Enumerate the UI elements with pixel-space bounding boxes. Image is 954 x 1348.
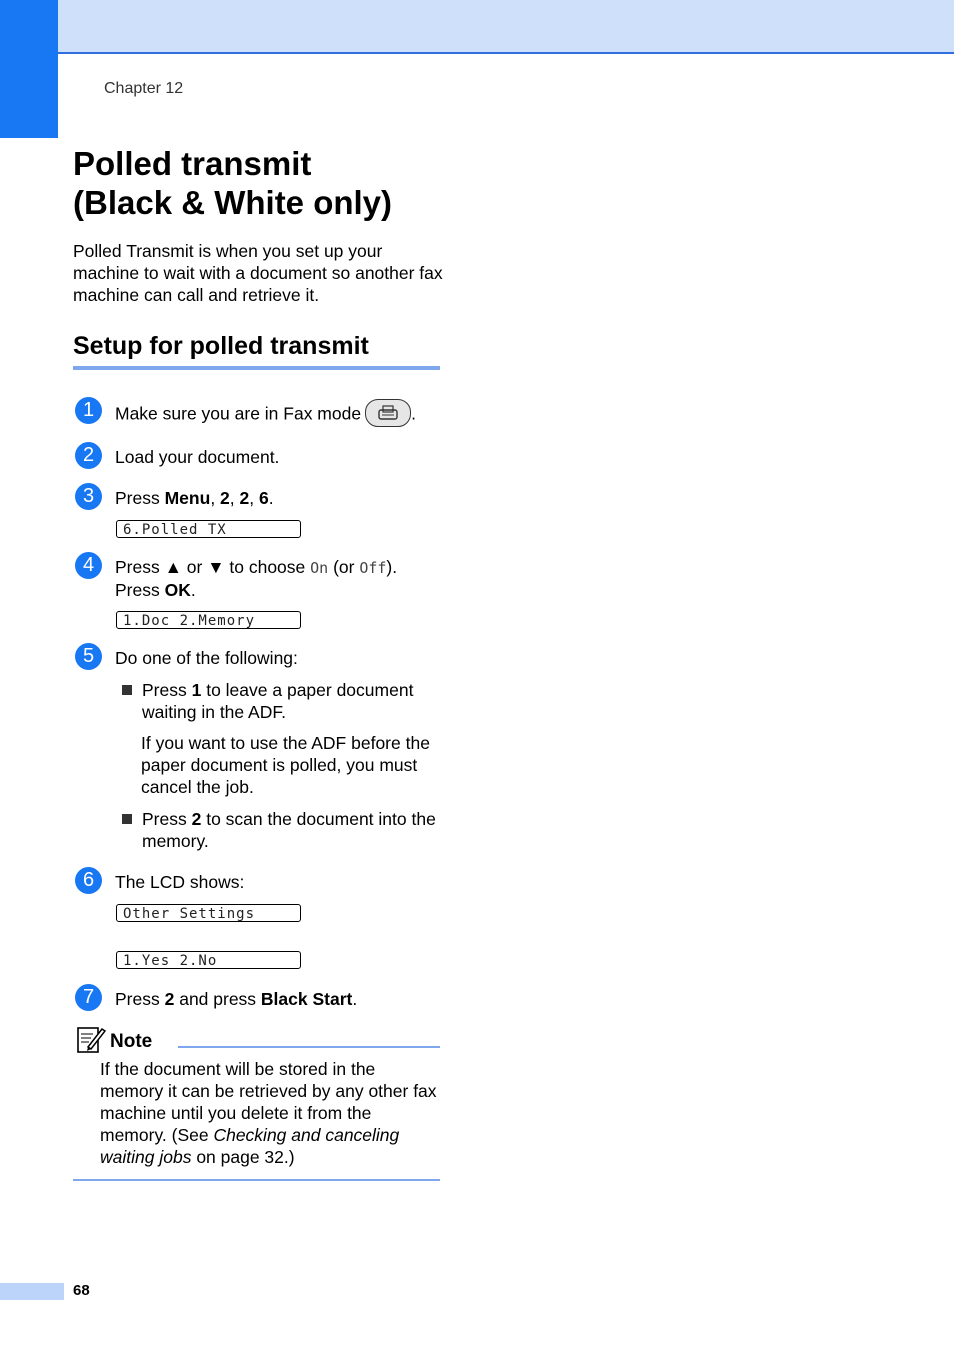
step-6-text: The LCD shows: [115, 872, 245, 892]
intro-paragraph: Polled Transmit is when you set up your machine to wait with a document so another fax machine can call and retrieve it. [73, 241, 443, 305]
step-1-text [115, 401, 445, 429]
key-2: 2 [164, 989, 175, 1009]
bullet-2-part: Press [142, 809, 192, 829]
step-4-part: (or [328, 557, 360, 577]
step-3-part: Press [115, 488, 165, 508]
note-text [100, 1058, 440, 1168]
page-title [73, 144, 392, 222]
step-4-end: . [190, 580, 196, 600]
lcd-display-yes-no: 1.Yes 2.No [116, 951, 301, 969]
note-label: Note [110, 1031, 153, 1052]
note-bottom-rule [73, 1179, 440, 1181]
menu-key: Menu [164, 488, 211, 508]
key-1: 1 [191, 680, 202, 700]
step-5-number: 5 [75, 643, 102, 670]
title-line-1: Polled transmit [73, 145, 312, 182]
section-title: Setup for polled transmit [73, 332, 369, 360]
fax-mode-button-icon [365, 399, 411, 427]
key-6: 6 [258, 488, 269, 508]
bullet-square-icon [122, 685, 132, 695]
step-7-number: 7 [75, 984, 102, 1011]
step-7-end: . [352, 989, 358, 1009]
step-3-number: 3 [75, 483, 102, 510]
lcd-display-other-settings: Other Settings [116, 904, 301, 922]
step-4-part: Press ▲ or ▼ to choose [115, 557, 311, 577]
key-2: 2 [191, 809, 202, 829]
step-3-sep: , [249, 488, 259, 508]
note-pencil-icon [76, 1025, 106, 1060]
step-7-part: Press [115, 989, 165, 1009]
bullet-2-part: to scan the document into the memory. [142, 809, 436, 851]
lcd-display-doc-memory: 1.Doc 2.Memory [116, 611, 301, 629]
note-reference: Checking and canceling waiting jobs [100, 1125, 400, 1167]
bullet-1-explanation: If you want to use the ADF before the paper document is polled, you must cancel the job. [141, 733, 430, 797]
step-3-end: . [268, 488, 274, 508]
page-number: 68 [73, 1282, 90, 1299]
step-4-part: Press [115, 580, 165, 600]
step-1-number: 1 [75, 397, 102, 424]
bullet-1-part: Press [142, 680, 192, 700]
step-2-number: 2 [75, 442, 102, 469]
bullet-square-icon [122, 814, 132, 824]
lcd-display-polled-tx: 6.Polled TX [116, 520, 301, 538]
bullet-2-text [142, 808, 442, 852]
black-start-key: Black Start [260, 989, 353, 1009]
option-off: Off [359, 559, 387, 577]
step-7-part: and press [174, 989, 261, 1009]
step-1-period: . [411, 403, 416, 424]
note-rule [178, 1046, 440, 1048]
step-4-number: 4 [75, 552, 102, 579]
step-3-text [115, 487, 445, 509]
section-rule [73, 366, 440, 370]
option-on: On [310, 559, 329, 577]
step-3-sep: , [229, 488, 240, 508]
chapter-tab [0, 0, 58, 138]
step-4-part: ). [386, 557, 398, 577]
step-4-text [115, 556, 445, 601]
bullet-1-part: to leave a paper document waiting in the ADF. [142, 680, 414, 722]
ok-key: OK [164, 580, 191, 600]
step-6-number: 6 [75, 867, 102, 894]
note-part: on page 32.) [191, 1147, 295, 1167]
step-1-label: Make sure you are in Fax mode [115, 403, 362, 424]
title-line-2: (Black & White only) [73, 184, 393, 221]
step-3-sep: , [210, 488, 221, 508]
bullet-item-2 [122, 808, 442, 852]
step-5-text: Do one of the following: [115, 648, 298, 668]
key-2a: 2 [220, 488, 230, 508]
key-2b: 2 [239, 488, 250, 508]
note-part: If the document will be stored in the memory it can be retrieved by any other fax machine until you delete it from the memory. (See [100, 1059, 437, 1145]
bullet-item-1 [122, 679, 442, 723]
step-2-text: Load your document. [115, 447, 280, 467]
footer-tab [0, 1283, 64, 1300]
bullet-1-text [142, 679, 442, 723]
chapter-label: Chapter 12 [104, 80, 184, 97]
header-band [58, 0, 954, 54]
step-7-text [115, 988, 445, 1010]
